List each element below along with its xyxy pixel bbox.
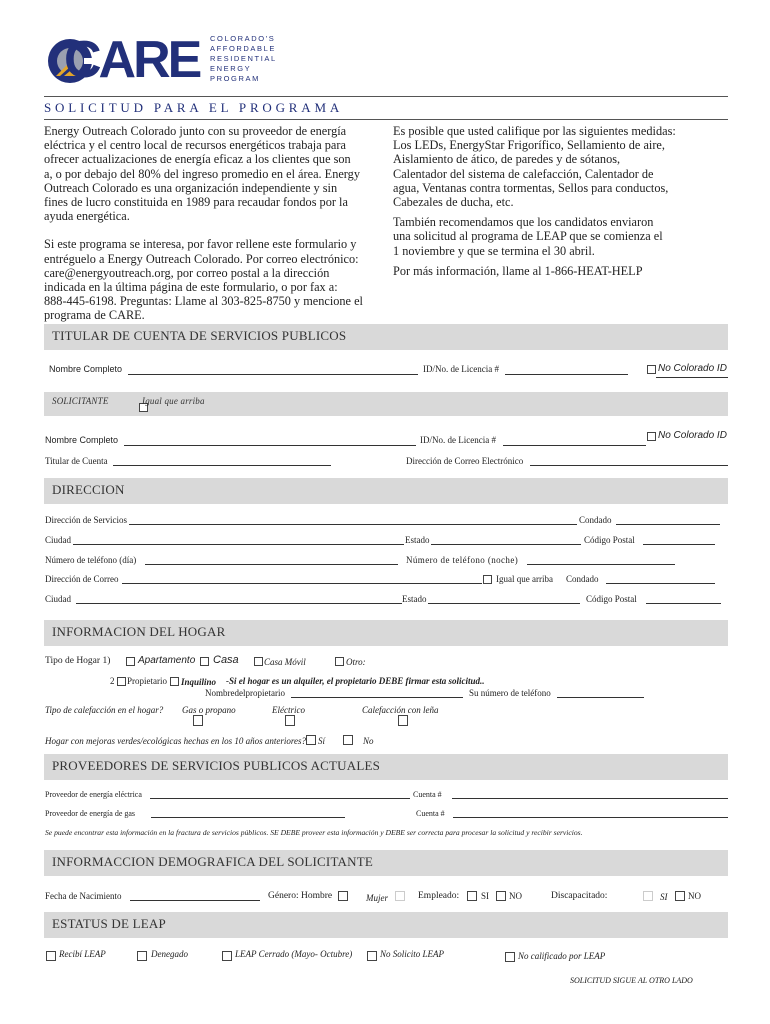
genero-label: Género: Hombre bbox=[268, 891, 333, 901]
empleado-label: Empleado: bbox=[418, 891, 460, 901]
intro-text: Es posible que usted califique por las siguientes medidas: bbox=[393, 124, 676, 138]
nombre-propietario-label: Nombredelpropietario bbox=[205, 688, 285, 698]
leap-cerrado-label: LEAP Cerrado (Mayo- Octubre) bbox=[235, 949, 353, 959]
title-rule bbox=[44, 96, 728, 97]
intro-text: Outreach Colorado es una organización independiente y sin bbox=[44, 180, 338, 195]
intro-text: una solicitud al programa de LEAP que se comienza el bbox=[393, 229, 663, 244]
casa-checkbox[interactable] bbox=[200, 657, 209, 666]
estado-field[interactable] bbox=[431, 544, 581, 545]
titular-id-label: ID/No. de Licencia # bbox=[423, 364, 499, 374]
codigo-postal2-field[interactable] bbox=[646, 603, 721, 604]
estado2-field[interactable] bbox=[428, 603, 580, 604]
solicitante-no-colorado-label: No Colorado ID bbox=[658, 430, 727, 441]
telefono-noche-label: Número de teléfono (noche) bbox=[406, 555, 519, 565]
logo-line: COLORADO'S bbox=[210, 34, 276, 43]
condado-label: Condado bbox=[579, 515, 612, 525]
logo-line: AFFORDABLE bbox=[210, 44, 277, 53]
titular-cuenta-field[interactable] bbox=[113, 465, 331, 466]
denegado-label: Denegado bbox=[151, 949, 188, 959]
mejoras-si-checkbox[interactable] bbox=[306, 735, 316, 745]
solicitante-no-colorado-checkbox[interactable] bbox=[647, 432, 656, 441]
casa-movil-checkbox[interactable] bbox=[254, 657, 263, 666]
intro-text: 1 noviembre y que se termina el 30 abril. bbox=[393, 243, 595, 258]
intro-text: care@energyoutreach.org, por correo postal a la dirección bbox=[44, 265, 330, 280]
correo-electronico-field[interactable] bbox=[530, 465, 728, 466]
nombre-propietario-field[interactable] bbox=[291, 697, 463, 698]
mejoras-no-checkbox[interactable] bbox=[343, 735, 353, 745]
solicitante-nombre-field[interactable] bbox=[124, 445, 416, 446]
solicitante-nombre-label: Nombre Completo bbox=[45, 435, 119, 445]
solicitante-igual-label: Igual que arriba bbox=[142, 396, 205, 406]
inquilino-label: Inquilino bbox=[181, 677, 217, 687]
intro-text: eléctrica y el centro local de recursos energéticos trabaja para bbox=[44, 138, 346, 153]
direccion-igual-label: Igual que arriba bbox=[496, 574, 553, 584]
discapacitado-no-label: NO bbox=[688, 891, 701, 901]
intro-text: 888-445-6198. Preguntas: Llame al 303-825-8750 y mencione el bbox=[44, 294, 363, 309]
page-title: SOLICITUD PARA EL PROGRAMA bbox=[44, 100, 344, 115]
section-title: INFORMACCION DEMOGRAFICA DEL SOLICITANTE bbox=[52, 854, 374, 869]
empleado-no-label: NO bbox=[509, 891, 522, 901]
proveedor-gas-field[interactable] bbox=[151, 817, 345, 818]
estado-label: Estado bbox=[405, 535, 430, 545]
apartamento-label: Apartamento bbox=[138, 655, 196, 666]
intro-text: ofrecer actualizaciones de energía eficaz a los clientes que son bbox=[44, 152, 351, 167]
propietario-checkbox[interactable] bbox=[117, 677, 126, 686]
codigo-postal-field[interactable] bbox=[643, 544, 715, 545]
intro-text: También recomendamos que los candidatos enviaron bbox=[393, 215, 654, 230]
intro-text: Los LEDs, EnergyStar Frigorífico, Sellamiento de aire, bbox=[393, 138, 665, 153]
cuenta1-label: Cuenta # bbox=[413, 790, 442, 799]
ciudad2-field[interactable] bbox=[76, 603, 402, 604]
section-titular-header bbox=[44, 324, 728, 350]
intro-text: Si este programa se interesa, por favor rellene este formulario y bbox=[44, 237, 357, 252]
proveedor-electrica-field[interactable] bbox=[150, 798, 410, 799]
calefaccion-lena-label: Calefacción con leña bbox=[362, 705, 439, 715]
intro-text: Energy Outreach Colorado junto con su proveedor de energía bbox=[44, 124, 347, 138]
fecha-nacimiento-label: Fecha de Nacimiento bbox=[45, 891, 122, 901]
titular-id-field[interactable] bbox=[505, 374, 628, 375]
recibi-leap-checkbox[interactable] bbox=[46, 951, 56, 961]
ciudad-label: Ciudad bbox=[45, 535, 71, 545]
mujer-checkbox[interactable] bbox=[395, 891, 405, 901]
title-rule-bottom bbox=[44, 119, 728, 120]
telefono-dia-field[interactable] bbox=[145, 564, 398, 565]
intro-text: agua, Ventanas contra tormentas, Sellos para conductos, bbox=[393, 180, 669, 195]
solicitante-id-label: ID/No. de Licencia # bbox=[420, 435, 496, 445]
titular-nombre-label: Nombre Completo bbox=[49, 364, 123, 374]
telefono-propietario-field[interactable] bbox=[557, 697, 644, 698]
intro-text: Por más información, llame al 1-866-HEAT-HELP bbox=[393, 263, 643, 278]
discapacitado-si-label: SI bbox=[660, 892, 668, 902]
discapacitado-no-checkbox[interactable] bbox=[675, 891, 685, 901]
section-title: INFORMACION DEL HOGAR bbox=[52, 624, 226, 639]
direccion-igual-checkbox[interactable] bbox=[483, 575, 492, 584]
logo bbox=[44, 32, 284, 94]
condado2-label: Condado bbox=[566, 574, 599, 584]
estado2-label: Estado bbox=[402, 594, 427, 604]
section-direccion-header bbox=[44, 478, 728, 504]
mujer-label: Mujer bbox=[366, 893, 388, 903]
proveedor-electrica-label: Proveedor de energía eléctrica bbox=[45, 790, 142, 799]
electrico-label: Eléctrico bbox=[272, 705, 305, 715]
section-demografica-header bbox=[44, 850, 728, 876]
cuenta2-field[interactable] bbox=[453, 817, 728, 818]
direccion-servicios-field[interactable] bbox=[129, 524, 577, 525]
section-hogar-header bbox=[44, 620, 728, 646]
leap-cerrado-checkbox[interactable] bbox=[222, 951, 232, 961]
telefono-propietario-label: Su número de teléfono bbox=[469, 688, 551, 698]
logo-line: PROGRAM bbox=[210, 74, 260, 83]
cuenta2-label: Cuenta # bbox=[416, 809, 445, 818]
mejoras-label: Hogar con mejoras verdes/ecológicas hechas en los 10 años anteriores? bbox=[45, 736, 307, 746]
empleado-si-label: SI bbox=[481, 891, 490, 901]
logo-line: ENERGY bbox=[210, 64, 252, 73]
discapacitado-label: Discapacitado: bbox=[551, 891, 608, 901]
telefono-dia-label: Número de teléfono (día) bbox=[45, 555, 137, 565]
apartamento-checkbox[interactable] bbox=[126, 657, 135, 666]
intro-right bbox=[393, 124, 728, 278]
codigo-postal-label: Código Postal bbox=[584, 535, 635, 545]
intro-text: indicada en la última página de este formulario, o por fax a: bbox=[44, 280, 338, 295]
empleado-si-checkbox[interactable] bbox=[467, 891, 477, 901]
section-title: PROVEEDORES DE SERVICIOS PUBLICOS ACTUALES bbox=[52, 758, 381, 773]
inquilino-aviso: -Si el hogar es un alquiler, el propietario DEBE firmar esta solicitud.. bbox=[226, 676, 485, 686]
titular-no-colorado-rule bbox=[656, 377, 728, 378]
no-solicito-checkbox[interactable] bbox=[367, 951, 377, 961]
intro-text: ayuda energética. bbox=[44, 209, 130, 224]
discapacitado-si-checkbox[interactable] bbox=[643, 891, 653, 901]
casa-movil-label: Casa Móvil bbox=[264, 657, 306, 667]
direccion-correo-field[interactable] bbox=[122, 583, 482, 584]
inquilino-checkbox[interactable] bbox=[170, 677, 179, 686]
gas-propano-checkbox[interactable] bbox=[193, 715, 203, 726]
solicitante-id-field[interactable] bbox=[503, 445, 646, 446]
logo-wordmark: CARE bbox=[64, 31, 200, 89]
proveedor-gas-label: Proveedor de energía de gas bbox=[45, 809, 136, 818]
codigo-postal2-label: Código Postal bbox=[586, 594, 637, 604]
intro-text: entréguelo a Energy Outreach Colorado. Por correo electrónico: bbox=[44, 251, 359, 266]
intro-text: a, o por debajo del 80% del ingreso promedio en el área. Energy bbox=[44, 166, 360, 181]
logo-line: RESIDENTIAL bbox=[210, 54, 277, 63]
section-title: DIRECCION bbox=[52, 482, 125, 497]
electrico-checkbox[interactable] bbox=[285, 715, 295, 726]
recibi-leap-label: Recibí LEAP bbox=[59, 949, 106, 959]
propietario-label: Propietario bbox=[127, 676, 167, 686]
intro-text: Cabezales de ducha, etc. bbox=[393, 195, 514, 210]
mejoras-si-label: Sí bbox=[318, 736, 326, 746]
section-title: TITULAR DE CUENTA DE SERVICIOS PUBLICOS bbox=[52, 328, 347, 343]
telefono-noche-field[interactable] bbox=[527, 564, 675, 565]
otro-label: Otro: bbox=[346, 657, 366, 667]
condado2-field[interactable] bbox=[606, 583, 715, 584]
intro-text: fines de lucro constituida en 1989 para recaudar fondos por la bbox=[44, 195, 348, 210]
intro-left bbox=[44, 124, 384, 323]
titular-no-colorado-checkbox[interactable] bbox=[647, 365, 656, 374]
no-solicito-label: No Solicito LEAP bbox=[380, 949, 444, 959]
propiedad-num: 2 bbox=[110, 676, 115, 686]
direccion-servicios-label: Dirección de Servicios bbox=[45, 515, 127, 525]
proveedores-nota: Se puede encontrar esta información en la fractura de servicios públicos. SE DEBE proveer esta información y DEBE ser correcta para procesar la solicitud y recibir servicios. bbox=[45, 828, 583, 837]
cuenta1-field[interactable] bbox=[452, 798, 728, 799]
no-calificado-checkbox[interactable] bbox=[505, 952, 515, 962]
intro-text: Aislamiento de ático, de paredes y de sótanos, bbox=[393, 152, 621, 167]
fecha-nacimiento-field[interactable] bbox=[130, 900, 260, 901]
ciudad2-label: Ciudad bbox=[45, 594, 71, 604]
mejoras-no-label: No bbox=[363, 736, 374, 746]
footer-note: SOLICITUD SIGUE AL OTRO LADO bbox=[570, 976, 693, 985]
gas-propano-label: Gas o propano bbox=[182, 705, 236, 715]
solicitante-header bbox=[44, 392, 728, 416]
section-title: ESTATUS DE LEAP bbox=[52, 916, 166, 931]
otro-checkbox[interactable] bbox=[335, 657, 344, 666]
direccion-correo-label: Dirección de Correo bbox=[45, 574, 119, 584]
correo-electronico-label: Dirección de Correo Electrónico bbox=[406, 456, 524, 466]
titular-nombre-field[interactable] bbox=[128, 374, 418, 375]
intro-text: Calentador del sistema de calefacción, Calentador de bbox=[393, 166, 654, 181]
hombre-checkbox[interactable] bbox=[338, 891, 348, 901]
section-proveedores-header bbox=[44, 754, 728, 780]
denegado-checkbox[interactable] bbox=[137, 951, 147, 961]
no-calificado-label: No calificado por LEAP bbox=[518, 951, 606, 961]
section-leap-header bbox=[44, 912, 728, 938]
solicitante-label: SOLICITANTE bbox=[52, 396, 109, 406]
calefaccion-lena-checkbox[interactable] bbox=[398, 715, 408, 726]
casa-label: Casa bbox=[213, 654, 239, 666]
titular-no-colorado-label: No Colorado ID bbox=[658, 363, 727, 374]
titular-cuenta-label: Titular de Cuenta bbox=[45, 456, 108, 466]
intro-text: programa de CARE. bbox=[44, 308, 145, 323]
ciudad-field[interactable] bbox=[73, 544, 404, 545]
empleado-no-checkbox[interactable] bbox=[496, 891, 506, 901]
condado-field[interactable] bbox=[616, 524, 720, 525]
tipo-hogar-label: Tipo de Hogar 1) bbox=[45, 656, 111, 666]
tipo-calefaccion-label: Tipo de calefacción en el hogar? bbox=[45, 705, 164, 715]
